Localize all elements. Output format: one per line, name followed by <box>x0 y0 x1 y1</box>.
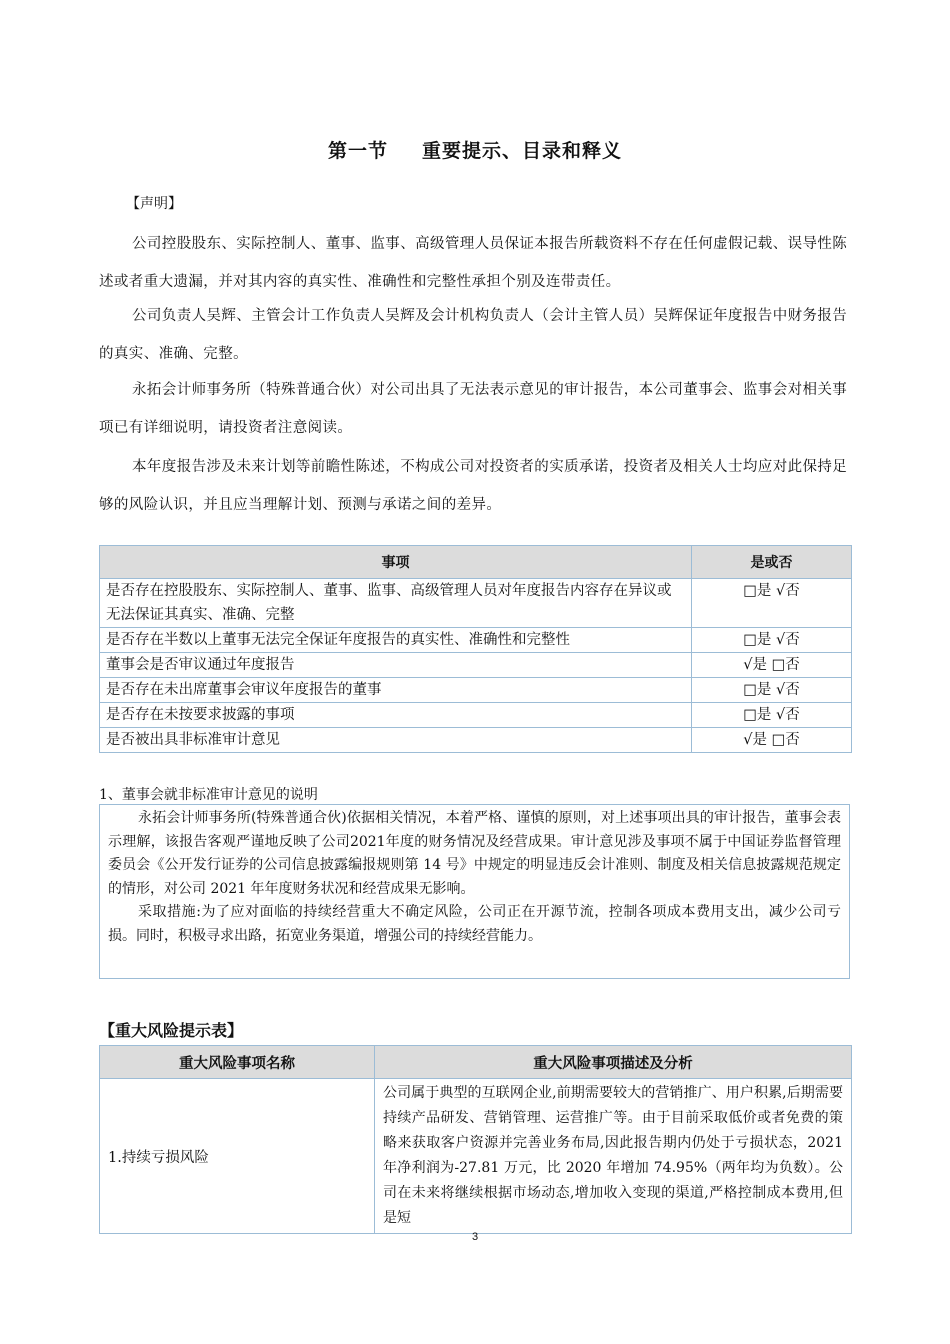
statement-label: 【声明】 <box>126 196 182 212</box>
matter-answer: □是 √否 <box>692 678 852 703</box>
risk-header-description: 重大风险事项描述及分析 <box>375 1046 852 1079</box>
matter-item: 是否存在控股股东、实际控制人、董事、监事、高级管理人员对年度报告内容存在异议或无法保证其真实、准确、完整 <box>100 579 692 628</box>
audit-note-explanation: 永拓会计师事务所(特殊普通合伙)依据相关情况，本着严格、谨慎的原则，对上述事项出具的审计报告，董事会表示理解，该报告客观严谨地反映了公司2021年度的财务情况及经营成果。审计意见涉及事项不属于中国证券监督管理委员会《公开发行证券的公司信息披露编报规则第 14 号》中规定的明显违反会计准则、制度及相关信息披露规范规定的情形，对公司 2021 年年度财务状况和经营成果无影响。 <box>108 810 841 897</box>
risk-table-heading: 【重大风险提示表】 <box>99 1021 244 1040</box>
audit-note-box <box>99 804 850 979</box>
risk-name: 1.持续亏损风险 <box>100 1079 375 1234</box>
page-title <box>0 136 950 163</box>
matters-table <box>99 545 852 753</box>
matter-item: 是否存在未按要求披露的事项 <box>100 703 692 728</box>
risk-table <box>99 1045 852 1234</box>
matter-answer: □是 √否 <box>692 703 852 728</box>
matter-answer: □是 √否 <box>692 628 852 653</box>
table-row <box>100 678 852 703</box>
matters-header-item: 事项 <box>100 546 692 579</box>
paragraph-auditor-opinion: 永拓会计师事务所（特殊普通合伙）对公司出具了无法表示意见的审计报告，本公司董事会、监事会对相关事项已有详细说明，请投资者注意阅读。 <box>99 382 848 436</box>
matter-item: 是否存在未出席董事会审议年度报告的董事 <box>100 678 692 703</box>
audit-note-heading: 1、董事会就非标准审计意见的说明 <box>99 787 318 803</box>
paragraph-guarantee: 公司控股股东、实际控制人、董事、监事、高级管理人员保证本报告所载资料不存在任何虚假记载、误导性陈述或者重大遗漏，并对其内容的真实性、准确性和完整性承担个别及连带责任。 <box>99 236 848 290</box>
section-number: 第一节 <box>327 140 388 162</box>
matter-answer: □是 √否 <box>692 579 852 628</box>
matter-item: 董事会是否审议通过年度报告 <box>100 653 692 678</box>
section-title: 重要提示、目录和释义 <box>422 140 623 162</box>
audit-note-measures: 采取措施:为了应对面临的持续经营重大不确定风险，公司正在开源节流，控制各项成本费用支出，减少公司亏损。同时，积极寻求出路，拓宽业务渠道，增强公司的持续经营能力。 <box>108 904 841 944</box>
matter-answer: √是 □否 <box>692 728 852 753</box>
page-number: 3 <box>471 1231 479 1243</box>
table-row <box>100 579 852 628</box>
table-row <box>100 628 852 653</box>
table-row <box>100 703 852 728</box>
paragraph-responsible-persons: 公司负责人吴辉、主管会计工作负责人吴辉及会计机构负责人（会计主管人员）吴辉保证年度报告中财务报告的真实、准确、完整。 <box>99 308 848 362</box>
risk-description: 公司属于典型的互联网企业,前期需要较大的营销推广、用户积累,后期需要持续产品研发、营销管理、运营推广等。由于目前采取低价或者免费的策略来获取客户资源并完善业务布局,因此报告期内仍处于亏损状态，2021 年净利润为-27.81 万元，比 2020 年增加 74.95%（两年均为负数）。公司在未来将继续根据市场动态,增加收入变现的渠道,严格控制成本费用,但是短 <box>375 1079 852 1234</box>
matters-header-answer: 是或否 <box>692 546 852 579</box>
table-row <box>100 653 852 678</box>
risk-header-name: 重大风险事项名称 <box>100 1046 375 1079</box>
paragraph-forward-looking: 本年度报告涉及未来计划等前瞻性陈述，不构成公司对投资者的实质承诺，投资者及相关人士均应对此保持足够的风险认识，并且应当理解计划、预测与承诺之间的差异。 <box>99 459 848 513</box>
table-row <box>100 1079 852 1234</box>
matter-item: 是否被出具非标准审计意见 <box>100 728 692 753</box>
matter-answer: √是 □否 <box>692 653 852 678</box>
matter-item: 是否存在半数以上董事无法完全保证年度报告的真实性、准确性和完整性 <box>100 628 692 653</box>
table-row <box>100 728 852 753</box>
